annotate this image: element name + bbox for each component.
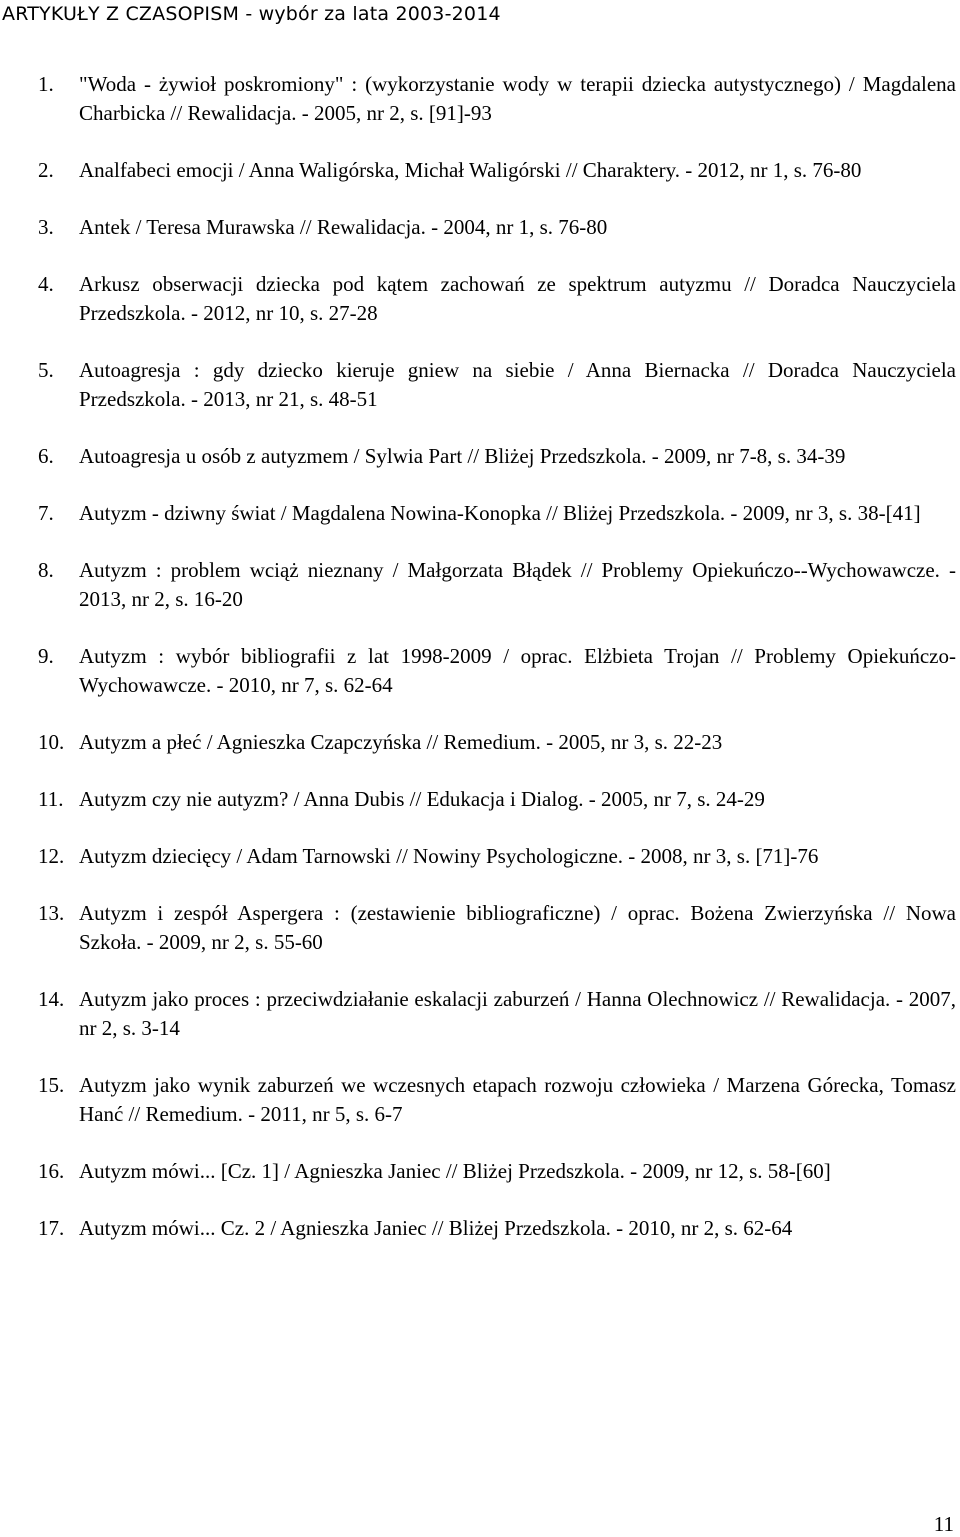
bibliography-entry <box>38 213 956 242</box>
entry-text: "Woda - żywioł poskromiony" : (wykorzystanie wody w terapii dziecka autystycznego) / Magdalena Charbicka // Rewalidacja. - 2005, nr 2, s. [91]-93 <box>79 72 956 125</box>
entry-number: 17. <box>38 1216 65 1240</box>
bibliography-entry <box>38 556 956 614</box>
entry-text: Autyzm jako proces : przeciwdziałanie eskalacji zaburzeń / Hanna Olechnowicz // Rewalidacja. - 2007, nr 2, s. 3-14 <box>79 987 956 1040</box>
entry-text: Autyzm : problem wciąż nieznany / Małgorzata Błądek // Problemy Opiekuńczo--Wychowawcze. - 2013, nr 2, s. 16-20 <box>79 558 956 611</box>
entry-text: Autyzm mówi... [Cz. 1] / Agnieszka Janiec // Bliżej Przedszkola. - 2009, nr 12, s. 58-[60] <box>79 1159 831 1183</box>
entry-text: Autyzm dziecięcy / Adam Tarnowski // Nowiny Psychologiczne. - 2008, nr 3, s. [71]-76 <box>79 844 819 868</box>
bibliography-list <box>38 70 956 1271</box>
page-number: 11 <box>933 1512 954 1536</box>
bibliography-entry <box>38 156 956 185</box>
bibliography-entry <box>38 728 956 757</box>
bibliography-entry <box>38 356 956 414</box>
entry-number: 11. <box>38 787 64 811</box>
entry-text: Autyzm - dziwny świat / Magdalena Nowina-Konopka // Bliżej Przedszkola. - 2009, nr 3, s. 38-[41] <box>79 501 921 525</box>
entry-number: 16. <box>38 1159 65 1183</box>
entry-number: 9. <box>38 644 54 668</box>
entry-number: 12. <box>38 844 65 868</box>
entry-number: 15. <box>38 1073 65 1097</box>
entry-text: Analfabeci emocji / Anna Waligórska, Michał Waligórski // Charaktery. - 2012, nr 1, s. 76-80 <box>79 158 862 182</box>
entry-text: Autyzm czy nie autyzm? / Anna Dubis // Edukacja i Dialog. - 2005, nr 7, s. 24-29 <box>79 787 765 811</box>
entry-text: Autoagresja : gdy dziecko kieruje gniew na siebie / Anna Biernacka // Doradca Nauczyciela Przedszkola. - 2013, nr 21, s. 48-51 <box>79 358 956 411</box>
entry-number: 2. <box>38 158 54 182</box>
bibliography-entry <box>38 1214 956 1243</box>
entry-number: 5. <box>38 358 54 382</box>
entry-text: Antek / Teresa Murawska // Rewalidacja. - 2004, nr 1, s. 76-80 <box>79 215 608 239</box>
entry-text: Autyzm i zespół Aspergera : (zestawienie bibliograficzne) / oprac. Bożena Zwierzyńska // Nowa Szkoła. - 2009, nr 2, s. 55-60 <box>79 901 956 954</box>
entry-text: Autyzm jako wynik zaburzeń we wczesnych etapach rozwoju człowieka / Marzena Górecka, Tomasz Hanć // Remedium. - 2011, nr 5, s. 6-7 <box>79 1073 956 1126</box>
bibliography-entry <box>38 1071 956 1129</box>
bibliography-entry <box>38 642 956 700</box>
entry-text: Arkusz obserwacji dziecka pod kątem zachowań ze spektrum autyzmu // Doradca Nauczyciela Przedszkola. - 2012, nr 10, s. 27-28 <box>79 272 956 325</box>
entry-number: 4. <box>38 272 54 296</box>
bibliography-entry <box>38 442 956 471</box>
entry-text: Autyzm : wybór bibliografii z lat 1998-2009 / oprac. Elżbieta Trojan // Problemy Opiekuńczo-Wychowawcze. - 2010, nr 7, s. 62-64 <box>79 644 956 697</box>
entry-number: 3. <box>38 215 54 239</box>
entry-text: Autyzm a płeć / Agnieszka Czapczyńska // Remedium. - 2005, nr 3, s. 22-23 <box>79 730 723 754</box>
bibliography-entry <box>38 499 956 528</box>
entry-number: 6. <box>38 444 54 468</box>
entry-number: 14. <box>38 987 65 1011</box>
bibliography-entry <box>38 1157 956 1186</box>
bibliography-entry <box>38 985 956 1043</box>
entry-number: 7. <box>38 501 54 525</box>
document-header-title: ARTYKUŁY Z CZASOPISM - wybór za lata 2003-2014 <box>2 3 501 25</box>
bibliography-entry <box>38 270 956 328</box>
entry-number: 13. <box>38 901 65 925</box>
bibliography-entry <box>38 785 956 814</box>
bibliography-entry <box>38 70 956 128</box>
entry-number: 8. <box>38 558 54 582</box>
entry-number: 1. <box>38 72 54 96</box>
bibliography-entry <box>38 842 956 871</box>
bibliography-entry <box>38 899 956 957</box>
entry-text: Autoagresja u osób z autyzmem / Sylwia Part // Bliżej Przedszkola. - 2009, nr 7-8, s. 34-39 <box>79 444 846 468</box>
entry-text: Autyzm mówi... Cz. 2 / Agnieszka Janiec // Bliżej Przedszkola. - 2010, nr 2, s. 62-64 <box>79 1216 793 1240</box>
entry-number: 10. <box>38 730 65 754</box>
